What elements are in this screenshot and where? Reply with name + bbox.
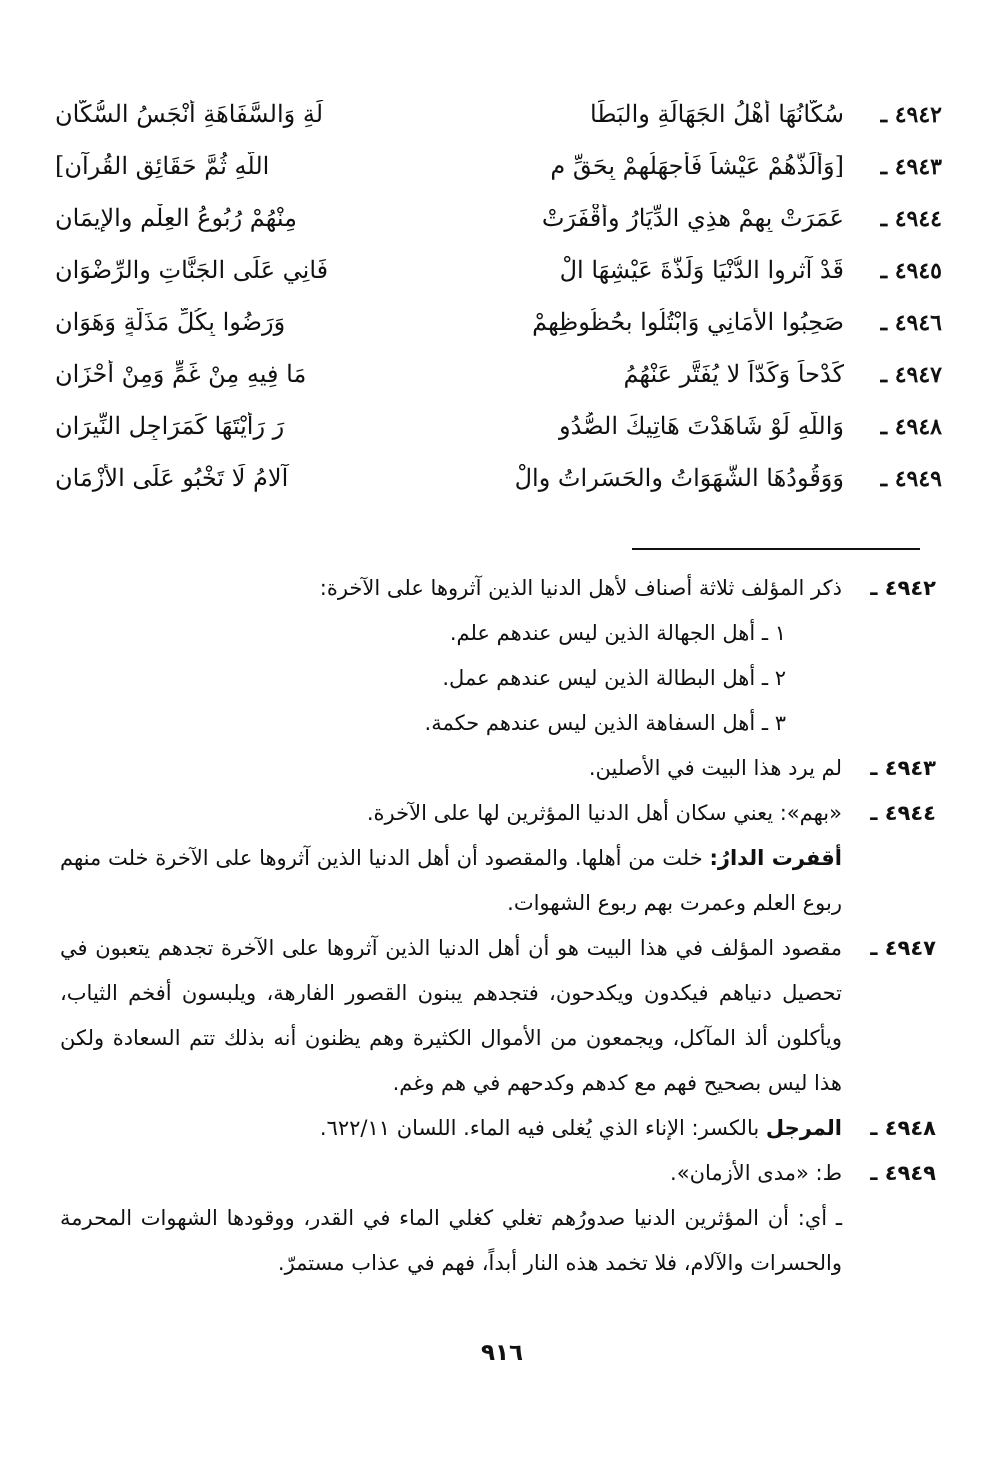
footnote-number: ٤٩٤٨ ـ	[870, 1116, 936, 1140]
footnote-item-text: ١ ـ أهل الجهالة الذين ليس عندهم علم.	[449, 621, 786, 645]
verse-second-hemistich: مِنْهُمْ رُبُوعُ العِلْمِ والإيمَانِ	[55, 204, 297, 232]
footnote-text: مقصود المؤلف في هذا البيت هو أن أهل الدنيا الذين آثروها على الآخرة تجدهم يتعبون في تحصيل دنياهم فيكدون ويكدحون، فتجدهم يبنون القصور الفارهة، ويلبسون أفخم الثياب، ويأكلون ألذ المآكل، ويجمعون من الأموال الكثيرة وهم يظنون أنه بذلك تتم السعادة ولكن هذا ليس بصحيح فهم مع كدهم وكدحهم في هم وغم.	[60, 936, 842, 1095]
footnote-continuation	[60, 836, 936, 926]
footnotes	[60, 566, 936, 1286]
verse-second-hemistich: مَا فِيهِ مِنْ غَمٍّ وَمِنْ أحْزَانِ	[55, 360, 307, 388]
verse-second-hemistich: فَانِي عَلَى الجَنَّاتِ والرِّضْوَانِ	[55, 256, 329, 284]
verse-number: ٤٩٤٤ ـ	[880, 206, 942, 232]
footnote-term-text: بالكسر: الإناء الذي يُغلى فيه الماء. اللسان ٦٢٢/١١.	[319, 1116, 760, 1140]
verse-second-hemistich: وَرَضُوا بِكُلِّ مَذَلَّةٍ وَهَوَانِ	[55, 308, 286, 336]
verse-second-hemistich: رَ رَأيْتَهَا كَمَرَاجِلِ النِّيرَانِ	[55, 412, 285, 440]
footnote-separator	[632, 548, 920, 550]
verse-first-hemistich: كَدْحاً وَكَدّاً لا يُفَتَّر عَنْهُمُ	[623, 360, 844, 388]
footnote-number: ٤٩٤٤ ـ	[870, 801, 936, 825]
verse-line	[55, 464, 942, 516]
footnote-text	[60, 836, 842, 926]
verse-number: ٤٩٤٢ ـ	[880, 102, 942, 128]
verse-number: ٤٩٤٣ ـ	[880, 154, 942, 180]
footnote-list-item	[60, 656, 936, 701]
footnote-number: ٤٩٤٣ ـ	[870, 756, 936, 780]
verse-second-hemistich: آلامُ لَا تَخْبُو عَلَى الأزْمَانِ	[55, 464, 289, 492]
verse-number: ٤٩٤٦ ـ	[880, 310, 942, 336]
verse-second-hemistich: لَةِ وَالسَّفَاهَةِ أَنْجَسُ السُّكَّانِ	[55, 100, 324, 128]
verse-line	[55, 308, 942, 360]
verse-line	[55, 152, 942, 204]
footnote-term-text: خلت من أهلها. والمقصود أن أهل الدنيا الذين آثروها على الآخرة خلت منهم ربوع العلم وعمرت بهم ربوع الشهوات.	[60, 846, 842, 915]
footnote-4944	[60, 791, 936, 836]
verse-first-hemistich: صَحِبُوا الأَمَانِي وَابْتُلُوا بحُظُوظِهِمْ	[532, 308, 844, 336]
footnote-4947	[60, 926, 936, 1106]
footnote-number: ٤٩٤٩ ـ	[870, 1161, 936, 1185]
verse-first-hemistich: قَدْ آثروا الدُّنْيَا وَلَذَّةَ عَيْشِهَا الْ	[559, 256, 844, 284]
footnote-list-item	[60, 701, 936, 746]
footnote-term: المرجل	[765, 1116, 842, 1140]
footnote-text: «بهم»: يعني سكان أهل الدنيا المؤثرين لها على الآخرة.	[366, 801, 842, 825]
footnote-4943	[60, 746, 936, 791]
footnote-term: أقفرت الدارُ:	[709, 846, 842, 870]
verse-number: ٤٩٤٥ ـ	[880, 258, 942, 284]
footnote-continuation	[60, 1196, 936, 1286]
verse-line	[55, 204, 942, 256]
footnote-text	[60, 1106, 842, 1151]
verse-line	[55, 412, 942, 464]
poem-verses	[55, 100, 942, 516]
footnote-text: ط: «مدى الأزمان».	[670, 1161, 842, 1185]
verse-number: ٤٩٤٧ ـ	[880, 362, 942, 388]
verse-second-hemistich: اللَّهِ ثُمَّ حَقَائِقِ القُرآنِ]	[55, 152, 270, 180]
footnote-4949	[60, 1151, 936, 1196]
verse-first-hemistich: عَمَرَتْ بِهِمْ هذِي الدِّيَارُ وأَقْفَرَتْ	[541, 204, 844, 232]
verse-first-hemistich: سُكَّانُهَا أَهْلُ الجَهَالَةِ والبَطَا	[590, 100, 844, 128]
footnote-item-text: ٢ ـ أهل البطالة الذين ليس عندهم عمل.	[442, 666, 786, 690]
footnote-number: ٤٩٤٢ ـ	[870, 576, 936, 600]
verse-number: ٤٩٤٩ ـ	[880, 466, 942, 492]
verse-first-hemistich: [وَأَلَذُّهُمْ عَيْشاً فَأَجهَلُهمْ بِحَقِّ م	[550, 152, 844, 180]
footnote-item-text: ٣ ـ أهل السفاهة الذين ليس عندهم حكمة.	[424, 711, 786, 735]
verse-line	[55, 100, 942, 152]
page-number: ٩١٦	[480, 1340, 524, 1366]
verse-line	[55, 360, 942, 412]
footnote-number: ٤٩٤٧ ـ	[870, 936, 936, 960]
footnote-4948	[60, 1106, 936, 1151]
footnote-text: لم يرد هذا البيت في الأصلين.	[588, 756, 842, 780]
footnote-text: ـ أي: أن المؤثرين الدنيا صدورُهم تغلي كغلي الماء في القدر، ووقودها الشهوات المحرمة والحسرات والآلام، فلا تخمد هذه النار أبداً، فهم في عذاب مستمرّ.	[60, 1206, 842, 1275]
footnote-4942	[60, 566, 936, 611]
verse-first-hemistich: وَوَقُودُهَا الشَّهَوَاتُ والحَسَراتُ والْ	[514, 464, 844, 492]
footnote-text: ذكر المؤلف ثلاثة أصناف لأهل الدنيا الذين آثروها على الآخرة:	[319, 576, 842, 600]
verse-first-hemistich: وَاللَّهِ لَوْ شَاهَدْتَ هَاتِيكَ الصُّدُو	[559, 412, 844, 440]
footnote-list-item	[60, 611, 936, 656]
verse-line	[55, 256, 942, 308]
verse-number: ٤٩٤٨ ـ	[880, 414, 942, 440]
